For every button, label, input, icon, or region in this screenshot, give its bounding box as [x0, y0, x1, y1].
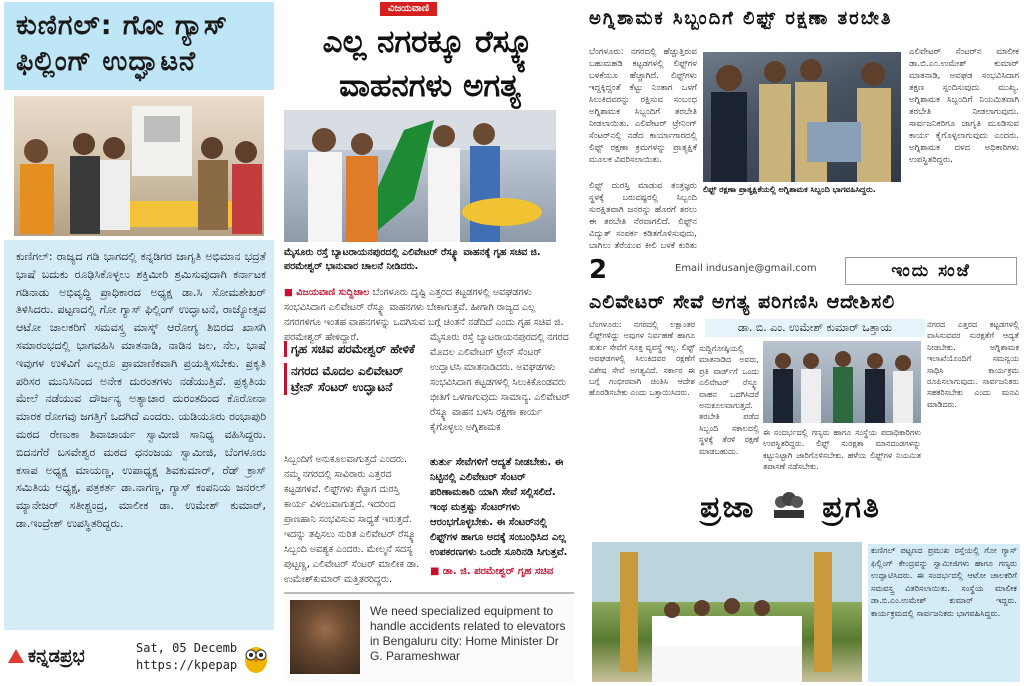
article-col-2: ಲಿಫ್ಟ್ ದುರಸ್ತಿ ಮಾಡುವ ತಂತ್ರಜ್ಞರು ಸ್ಥಳಕ್ಕೆ ಬರುವಷ್ಟರಲ್ಲಿ ಸಿಬ್ಬಂದಿ ಸುರಕ್ಷಿತವಾಗಿ ಜನರನ್ನು ಹೊರಗೆ ತರಲು ಈ ತರಬೇತಿ ನೆರವಾಗಲಿದೆ. ಲಿಫ್ಟ್‌ನ ವಿದ್ಯುತ್ ಸಂಪರ್ಕ ಕಡಿತಗೊಳಿಸುವುದು, ಬಾಗಿಲು ತೆರೆಯುವ ಕೀಲಿ ಬಳಕೆ ಕುರಿತು [589, 181, 697, 251]
article-col-3: ಎಲಿವೇಟರ್ ಸೆಂಟರ್‌ನ ಮಾಲೀಕ ಡಾ.ಬಿ.ಎಂ.ಉಮೇಶ್ ಕುಮಾರ್ ಮಾತನಾಡಿ, ಅವಘಡ ಸಂಭವಿಸಿದಾಗ ತಕ್ಷಣ ಸ್ಪಂದಿಸುವುದು ಮುಖ್ಯ. ಅಗ್ನಿಶಾಮಕ ಸಿಬ್ಬಂದಿಗೆ ನಿಯಮಿತವಾಗಿ ತರಬೇತಿ ನೀಡಲಾಗುವುದು. ಸಾರ್ವಜನಿಕರಿಗೂ ಜಾಗೃತಿ ಮೂಡಿಸುವ ಕಾರ್ಯ ಕೈಗೊಳ್ಳಲಾಗುವುದು ಎಂದರು. ಅಗ್ನಿಶಾಮಕ ದಳದ ಅಧಿಕಾರಿಗಳು ಉಪಸ್ಥಿತರಿದ್ದರು. [909, 47, 1019, 165]
news-photo [703, 52, 901, 182]
emblem-icon [772, 490, 806, 520]
photo-caption: ಮೈಸೂರು ರಸ್ತೆ ಬ್ಯಾಟರಾಯನಪುರದಲ್ಲಿ ಎಲಿವೇಟರ್ ರೆಸ್ಕ್ಯೂ ವಾಹನಕ್ಕೆ ಗೃಹ ಸಚಿವ ಜಿ. ಪರಮೇಶ್ವರ್ ಭಾನುವಾರ ಚಾಲನೆ ನೀಡಿದರು. [284, 247, 541, 272]
article-col-1: ಬೆಂಗಳೂರು: ನಗರದಲ್ಲಿ ಲಕ್ಷಾಂತರ ಲಿಫ್ಟ್‌ಗಳಿದ್ದು ಅವುಗಳ ನಿರ್ವಹಣೆ ಹಾಗೂ ತುರ್ತು ಸೇವೆಗೆ ಸೂಕ್ತ ವ್ಯವಸ್ಥೆ ಇಲ್ಲ. ಲಿಫ್ಟ್ ಅವಘಡಗಳಲ್ಲಿ ಸಿಲುಕಿದವರ ರಕ್ಷಣೆಗೆ ವಿಶೇಷ ಸೇವೆ ಅಗತ್ಯವಿದೆ. ಸರ್ಕಾರ ಈ ಬಗ್ಗೆ ಗಂಭೀರವಾಗಿ ಚಿಂತಿಸಿ ಆದೇಶ ಹೊರಡಿಸಬೇಕು ಎಂದು ಒತ್ತಾಯಿಸಿದರು. [589, 320, 695, 398]
quote-text: ತುರ್ತು ಸೇವೆಗಳಿಗೆ ಆದ್ಯತೆ ನೀಡಬೇಕು. ಈ ನಿಟ್ಟಿನಲ್ಲಿ ಎಲಿವೇಟರ್ ಸೆಂಟರ್ ಪರಿಣಾಮಕಾರಿ ಯಾಗಿ ಸೇವೆ ಸಲ್ಲಿಸಲಿದೆ. ಇಂಥ ಮತ್ತಷ್ಟು ಸೆಂಟರ್‌ಗಳು ಆರಂಭಗೊಳ್ಳಬೇಕು. ಈ ಸೆಂಟರ್‌ನಲ್ಲಿ ಲಿಫ್ಟ್‌ಗಳ ಹಾಗೂ ಅದಕ್ಕೆ ಸಂಬಂಧಿಸಿದ ಎಲ್ಲ ಉಪಕರಣಗಳು ಒಂದೇ ಸೂರಿನಡಿ ಸಿಗುತ್ತವೆ. [430, 457, 568, 558]
kicker: ■ ವಿಜಯವಾಣಿ ಸುದ್ದಿಜಾಲ [284, 287, 370, 298]
photo-group-icon [763, 341, 921, 423]
article-col-3: ಈ ಸಂದರ್ಭದಲ್ಲಿ ಗಣ್ಯರು ಹಾಗೂ ಸಂಸ್ಥೆಯ ಪದಾಧಿಕಾರಿಗಳು ಉಪಸ್ಥಿತರಿದ್ದರು. ಲಿಫ್ಟ್ ಸುರಕ್ಷತಾ ಮಾನದಂಡಗಳನ್ನು ಕಟ್ಟುನಿಟ್ಟಾಗಿ ಜಾರಿಗೊಳಿಸಬೇಕು. ಹಳೆಯ ಲಿಫ್ಟ್‌ಗಳ ನಿಯಮಿತ ತಪಾಸಣೆ ನಡೆಸಬೇಕು. [763, 428, 921, 472]
clipping-praja-pragathi-masthead [588, 490, 1024, 538]
article-col-right: ಮೈಸೂರು ರಸ್ತೆ ಬ್ಯಾಟರಾಯನಪುರದಲ್ಲಿ ನಗರದ ಮೊದಲ ಎಲಿವೇಟರ್ ಟ್ರೇನ್ ಸೆಂಟರ್ ಉದ್ಘಾಟಿಸಿ ಮಾತನಾಡಿದರು. ಅವಘಡಗಳು ಸಂಭವಿಸಿದಾಗ ಕಟ್ಟಡಗಳಲ್ಲಿ ಸಿಲುಕಿಕೊಂಡವರು ಭೀತಿಗೆ ಒಳಗಾಗುವುದು ಸಾಮಾನ್ಯ. ಎಲಿವೇಟರ್ ರೆಸ್ಕ್ಯೂ ವಾಹನ ಬಳಸಿ ರಕ್ಷಣಾ ಕಾರ್ಯ ಕೈಗೊಳ್ಳಲು ಅಗ್ನಿಶಾಮಕ [430, 332, 570, 433]
url-text: https://kpepap [136, 658, 238, 672]
news-photo [592, 542, 862, 682]
clipping-indu-sanje [585, 255, 1024, 490]
byline: ಡಾ. ಬಿ. ಎಂ. ಉಮೇಶ್ ಕುಮಾರ್ ಒತ್ತಾಯ [705, 319, 925, 337]
page-number: 2 [589, 255, 608, 285]
clipping-lift-training [585, 0, 1024, 250]
headline: ಕುಣಿಗಲ್: ಗೋ ಗ್ಯಾಸ್ ಫಿಲ್ಲಿಂಗ್ ಉದ್ಘಾಟನೆ [16, 10, 228, 77]
news-photo [284, 110, 556, 242]
masthead-logo [700, 490, 881, 525]
headline: ಎಲಿವೇಟರ್ ಸೇವೆ ಅಗತ್ಯ ಪರಿಗಣಿಸಿ ಆದೇಶಿಸಲಿ [589, 291, 896, 313]
owl-icon [243, 640, 269, 674]
article-col-left: ಸಿಬ್ಬಂದಿಗೆ ಅನುಕೂಲವಾಗುತ್ತದೆ ಎಂದರು. ನಮ್ಮ ನಗರದಲ್ಲಿ ಸಾವಿರಾರು ಎತ್ತರದ ಕಟ್ಟಡಗಳಿವೆ. ಲಿಫ್ಟ್‌ಗಳು ಕೆಟ್ಟಾಗ ದುರಸ್ತಿ ಕಾರ್ಯ ವಿಳಂಬವಾಗುತ್ತದೆ. ಇದರಿಂದ ಪ್ರಾಣಹಾನಿ ಸಂಭವಿಸುವ ಸಾಧ್ಯತೆ ಇರುತ್ತದೆ. ಇದನ್ನು ತಪ್ಪಿಸಲು ನುರಿತ ಎಲಿವೇಟರ್ ರೆಸ್ಕ್ಯೂ ಸಿಬ್ಬಂದಿ ಅವಶ್ಯಕ ಎಂದರು. ಮೇಲ್ಮನೆ ಸದಸ್ಯ ಪುಟ್ಟಣ್ಣ, ಎಲಿವೇಟರ್ ಸೆಂಟರ್ ಮಾಲೀಕ ಡಾ. ಉಮೇಶ್‌ಕುಮಾರ್ ಮತ್ತಿತರರಿದ್ದರು. [284, 454, 420, 585]
triangle-logo-icon [8, 649, 24, 663]
article-body: ಕುಣಿಗಲ್: ರಾಜ್ಯದ ಗಡಿ ಭಾಗದಲ್ಲಿ ಕನ್ನಡಿಗರ ಜಾಗೃತಿ ಅಭಿಮಾನ ಭದ್ರತೆ ಭಾಷೆ ಬದುಕು ರೂಢಿಸಿಕೊಳ್ಳಲು ಶಕ್ತಿಮೀರಿ ಶ್ರಮಿಸುವುದಾಗಿ ಕರ್ನಾಟಕ ಗಡಿನಾಡು ಅಭಿವೃದ್ಧಿ ಪ್ರಾಧಿಕಾರದ ಅಧ್ಯಕ್ಷ ಡಾ.ಸಿ ಸೋಮಶೇಖರ್ ತಿಳಿಸಿದರು. ಪಟ್ಟಣದಲ್ಲಿ ಗೋ ಗ್ಯಾಸ್ ಫಿಲ್ಲಿಂಗ್ ಉದ್ಘಾಟನೆ, ರಾಜ್ಯೋತ್ಸವ ಆಟೋ ಚಾಲಕರಿಗೆ ಸಮವಸ್ತ್ರ ಮಾಸ್ಕ್ ಆರೋಗ್ಯ ಶಿಬಿರದ ಖಾಸಗಿ ಸಮಾರಂಭದಲ್ಲಿ ಭಾಗವಹಿಸಿ ಮಾತನಾಡಿ, ನಾಡಿನ ಜಲ, ನೆಲ, ಭಾಷೆ ಇವುಗಳ ಉಳಿವಿಗೆ ಎಲ್ಲರೂ ಪ್ರಾಮಾಣಿಕವಾಗಿ ಪ್ರಯತ್ನಿಸಬೇಕು. ಪ್ರಕೃತಿ ಪರಿಸರ ಮುನಿಸಿನಿಂದ ಅನೇಕ ದುರಂತಗಳು ನಡೆಯುತ್ತಿವೆ. ಪ್ರಕೃತಿಯ ಮೇಲೆ ನಡೆಯುವ ದೌರ್ಜನ್ಯ ಅತ್ಯಾಚಾರ ದುರಂತದಿಂದ ಕೊರೋನಾ ಮಾರಕ ರೋಗವು ಜಗತ್ತಿಗೆ ಒದಗಿದೆ ಎಂದರು. ಯಡಿಯೂರು ರಂಭಾಪುರಿ ಮಠದ ರೇಣುಕಾ ಶಿವಾಚಾರ್ಯ ಸ್ವಾಮೀಜಿ ಸಾನಿಧ್ಯ ವಹಿಸಿದ್ದರು. ಬಿದನಗೆರೆ ಬಸವೇಶ್ವರ ಮಠದ ಧನಂಜಯ ಸ್ವಾಮೀಜಿ, ಬೆಂಗಳೂರು ಕಸಾಪ ಅಧ್ಯಕ್ಷ ಮಾಯಣ್ಣ, ಉಪಾಧ್ಯಕ್ಷ ಶಿವಕುಮಾರ್, ರೆಡ್ ಕ್ರಾಸ್ ಸಮಿತಿಯ ಅಧ್ಯಕ್ಷ, ಪತ್ರಕರ್ತ ಡಾ.ನಾಗಣ್ಣ, ಗ್ಯಾಸ್ ಕಂಪನಿಯ ಜನರಲ್ ಮ್ಯಾನೇಜರ್ ಸತೀಶ್ಚಂದ್ರ, ಮಾಲೀಕ ಡಾ. ಉಮೇಶ್ ಕುಮಾರ್, ಡಾ.ಇಂದ್ರೇಶ್ ಉಪಸ್ಥಿತರಿದ್ದರು. [16, 250, 266, 530]
portrait-photo [290, 600, 360, 674]
article-col-2: ಸುದ್ದಿಗೋಷ್ಠಿಯಲ್ಲಿ ಮಾತನಾಡಿದ ಅವರು, ಪ್ರತಿ ವಾರ್ಡ್‌ಗೆ ಒಂದು ಎಲಿವೇಟರ್ ರೆಸ್ಕ್ಯೂ ವಾಹನ ಒದಗಿಸಿದರೆ ಅನುಕೂಲವಾಗುತ್ತದೆ. ತರಬೇತಿ ಪಡೆದ ಸಿಬ್ಬಂದಿ ಸಕಾಲದಲ್ಲಿ ಸ್ಥಳಕ್ಕೆ ತೆರಳಿ ರಕ್ಷಣೆ ಮಾಡಬಹುದು. [699, 344, 759, 456]
masthead [8, 636, 273, 682]
bullets [284, 335, 424, 401]
headline-box [4, 2, 274, 90]
clipping-kunigal [0, 0, 278, 683]
photo-people-icon [14, 96, 264, 236]
article-col-4: ನಗರದ ಎತ್ತರದ ಕಟ್ಟಡಗಳಲ್ಲಿ ವಾಸಿಸುವವರ ಸುರಕ್ಷತೆಗೆ ಆದ್ಯತೆ ನೀಡಬೇಕು. ಅಗ್ನಿಶಾಮಕ ಇಲಾಖೆಯೊಂದಿಗೆ ಸಮನ್ವಯ ಸಾಧಿಸಿ ಕಾರ್ಯಕ್ರಮ ರೂಪಿಸಲಾಗುವುದು. ಸಾರ್ವಜನಿಕರು ಸಹಕರಿಸಬೇಕು ಎಂದು ಮನವಿ ಮಾಡಿದರು. [927, 320, 1019, 409]
bullet-1: ಗೃಹ ಸಚಿವ ಪರಮೇಶ್ವರ್ ಹೇಳಿಕೆ [284, 341, 424, 357]
clipping-vijayavani [280, 0, 578, 683]
article-text: ಕುಣಿಗಲ್ ಪಟ್ಟಣದ ಪ್ರಮುಖ ರಸ್ತೆಯಲ್ಲಿ ಗೋ ಗ್ಯಾಸ್ ಫಿಲ್ಲಿಂಗ್ ಕೇಂದ್ರವನ್ನು ಸ್ವಾಮೀಜಿಗಳು ಹಾಗೂ ಗಣ್ಯರು ಉದ್ಘಾಟಿಸಿದರು. ಈ ಸಂದರ್ಭದಲ್ಲಿ ಆಟೋ ಚಾಲಕರಿಗೆ ಸಮವಸ್ತ್ರ ವಿತರಿಸಲಾಯಿತು. ಸಂಸ್ಥೆಯ ಮಾಲೀಕ ಡಾ.ಬಿ.ಎಂ.ಉಮೇಶ್ ಕುಮಾರ್ ಇದ್ದರು. ಕಾರ್ಯಕ್ರಮದಲ್ಲಿ ಸಾರ್ವಜನಿಕರು ಭಾಗವಹಿಸಿದ್ದರು. [868, 544, 1020, 682]
date-text: Sat, 05 Decemb [136, 641, 238, 655]
paper-brand: ಇಂದು ಸಂಜೆ [845, 257, 1017, 285]
quote-box [430, 455, 570, 579]
logo-left: ಪ್ರಜಾ [700, 490, 756, 525]
logo-right: ಪ್ರಗತಿ [822, 490, 881, 525]
photo-training-icon [703, 52, 901, 182]
photo-ceremony-icon [284, 110, 556, 242]
english-box [284, 592, 574, 682]
masthead-name: ಕನ್ನಡಪ್ರಭ [28, 646, 85, 667]
article-col-1: ಬೆಂಗಳೂರು: ನಗರದಲ್ಲಿ ಹೆಚ್ಚುತ್ತಿರುವ ಬಹುಮಹಡಿ ಕಟ್ಟಡಗಳಲ್ಲಿ ಲಿಫ್ಟ್‌ಗಳ ಬಳಕೆಯೂ ಹೆಚ್ಚಾಗಿದೆ. ಲಿಫ್ಟ್‌ಗಳು ಇದ್ದಕ್ಕಿದ್ದಂತೆ ಕೆಟ್ಟು ನಿಂತಾಗ ಒಳಗೆ ಸಿಲುಕಿದವರನ್ನು ರಕ್ಷಿಸುವ ಸಂಬಂಧ ಅಗ್ನಿಶಾಮಕ ಸಿಬ್ಬಂದಿಗೆ ತರಬೇತಿ ನೀಡಲಾಯಿತು. ಎಲಿವೇಟರ್ ಟ್ರೇನಿಂಗ್ ಸೆಂಟರ್‌ನಲ್ಲಿ ನಡೆದ ಕಾರ್ಯಾಗಾರದಲ್ಲಿ ಲಿಫ್ಟ್ ರಕ್ಷಣಾ ಕ್ರಮಗಳನ್ನು ಪ್ರಾತ್ಯಕ್ಷಿಕೆ ಮೂಲಕ ವಿವರಿಸಲಾಯಿತು. [589, 47, 697, 165]
photo-inauguration-icon [592, 542, 862, 682]
bullet-2: ನಗರದ ಮೊದಲ ಎಲಿವೇಟರ್ ಟ್ರೇನ್ ಸೆಂಟರ್ ಉದ್ಘಾಟನೆ [284, 363, 424, 395]
headline: ಎಲ್ಲ ನಗರಕ್ಕೂ ರೆಸ್ಕ್ಯೂ ವಾಹನಗಳು ಅಗತ್ಯ [322, 24, 538, 104]
english-text: We need specialized equipment to handle accidents related to elevators in Bengaluru city: Home Minister Dr G. Parameshwar [370, 604, 566, 663]
news-photo [763, 341, 921, 423]
clipping-praja-pragathi-article [588, 540, 1024, 683]
paper-brand: ವಿಜಯವಾಣಿ [380, 2, 437, 16]
quote-attribution: ■ ಡಾ. ಜಿ. ಪರಮೇಶ್ವರ್ ಗೃಹ ಸಚಿವ [430, 566, 554, 577]
lead-text: ಬೆಂಗಳೂರು ದೃಷ್ಟಿ ಎತ್ತರದ ಕಟ್ಟಡಗಳಲ್ಲಿ ಅವಘಡಗಳು ಸಂಭವಿಸಿದಾಗ ಎಲಿವೇಟರ್ ರೆಸ್ಕ್ಯೂ ವಾಹನಗಳು ಬೇಕಾಗುತ್ತವೆ. ಹೀಗಾಗಿ ರಾಜ್ಯದ ಎಲ್ಲ ನಗರಗಳಿಗೂ ಇಂತಹ ವಾಹನಗಳನ್ನು ಒದಗಿಸುವ ಬಗ್ಗೆ ಚಿಂತನೆ ನಡೆದಿದೆ ಎಂದು ಗೃಹ ಸಚಿವ ಜಿ. ಪರಮೇಶ್ವರ್ ಹೇಳಿದ್ದಾರೆ. [284, 287, 564, 343]
email-line: Email indusanje@gmail.com [675, 263, 817, 274]
photo-caption: ಲಿಫ್ಟ್ ರಕ್ಷಣಾ ಪ್ರಾತ್ಯಕ್ಷಿಕೆಯಲ್ಲಿ ಅಗ್ನಿಶಾಮಕ ಸಿಬ್ಬಂದಿ ಭಾಗವಹಿಸಿದ್ದರು. [703, 185, 876, 194]
date-line [136, 640, 237, 674]
headline: ಅಗ್ನಿಶಾಮಕ ಸಿಬ್ಬಂದಿಗೆ ಲಿಫ್ಟ್ ರಕ್ಷಣಾ ತರಬೇತಿ [589, 8, 893, 29]
masthead-logo [8, 646, 85, 667]
news-photo [14, 96, 264, 236]
article-body-box [4, 240, 274, 630]
